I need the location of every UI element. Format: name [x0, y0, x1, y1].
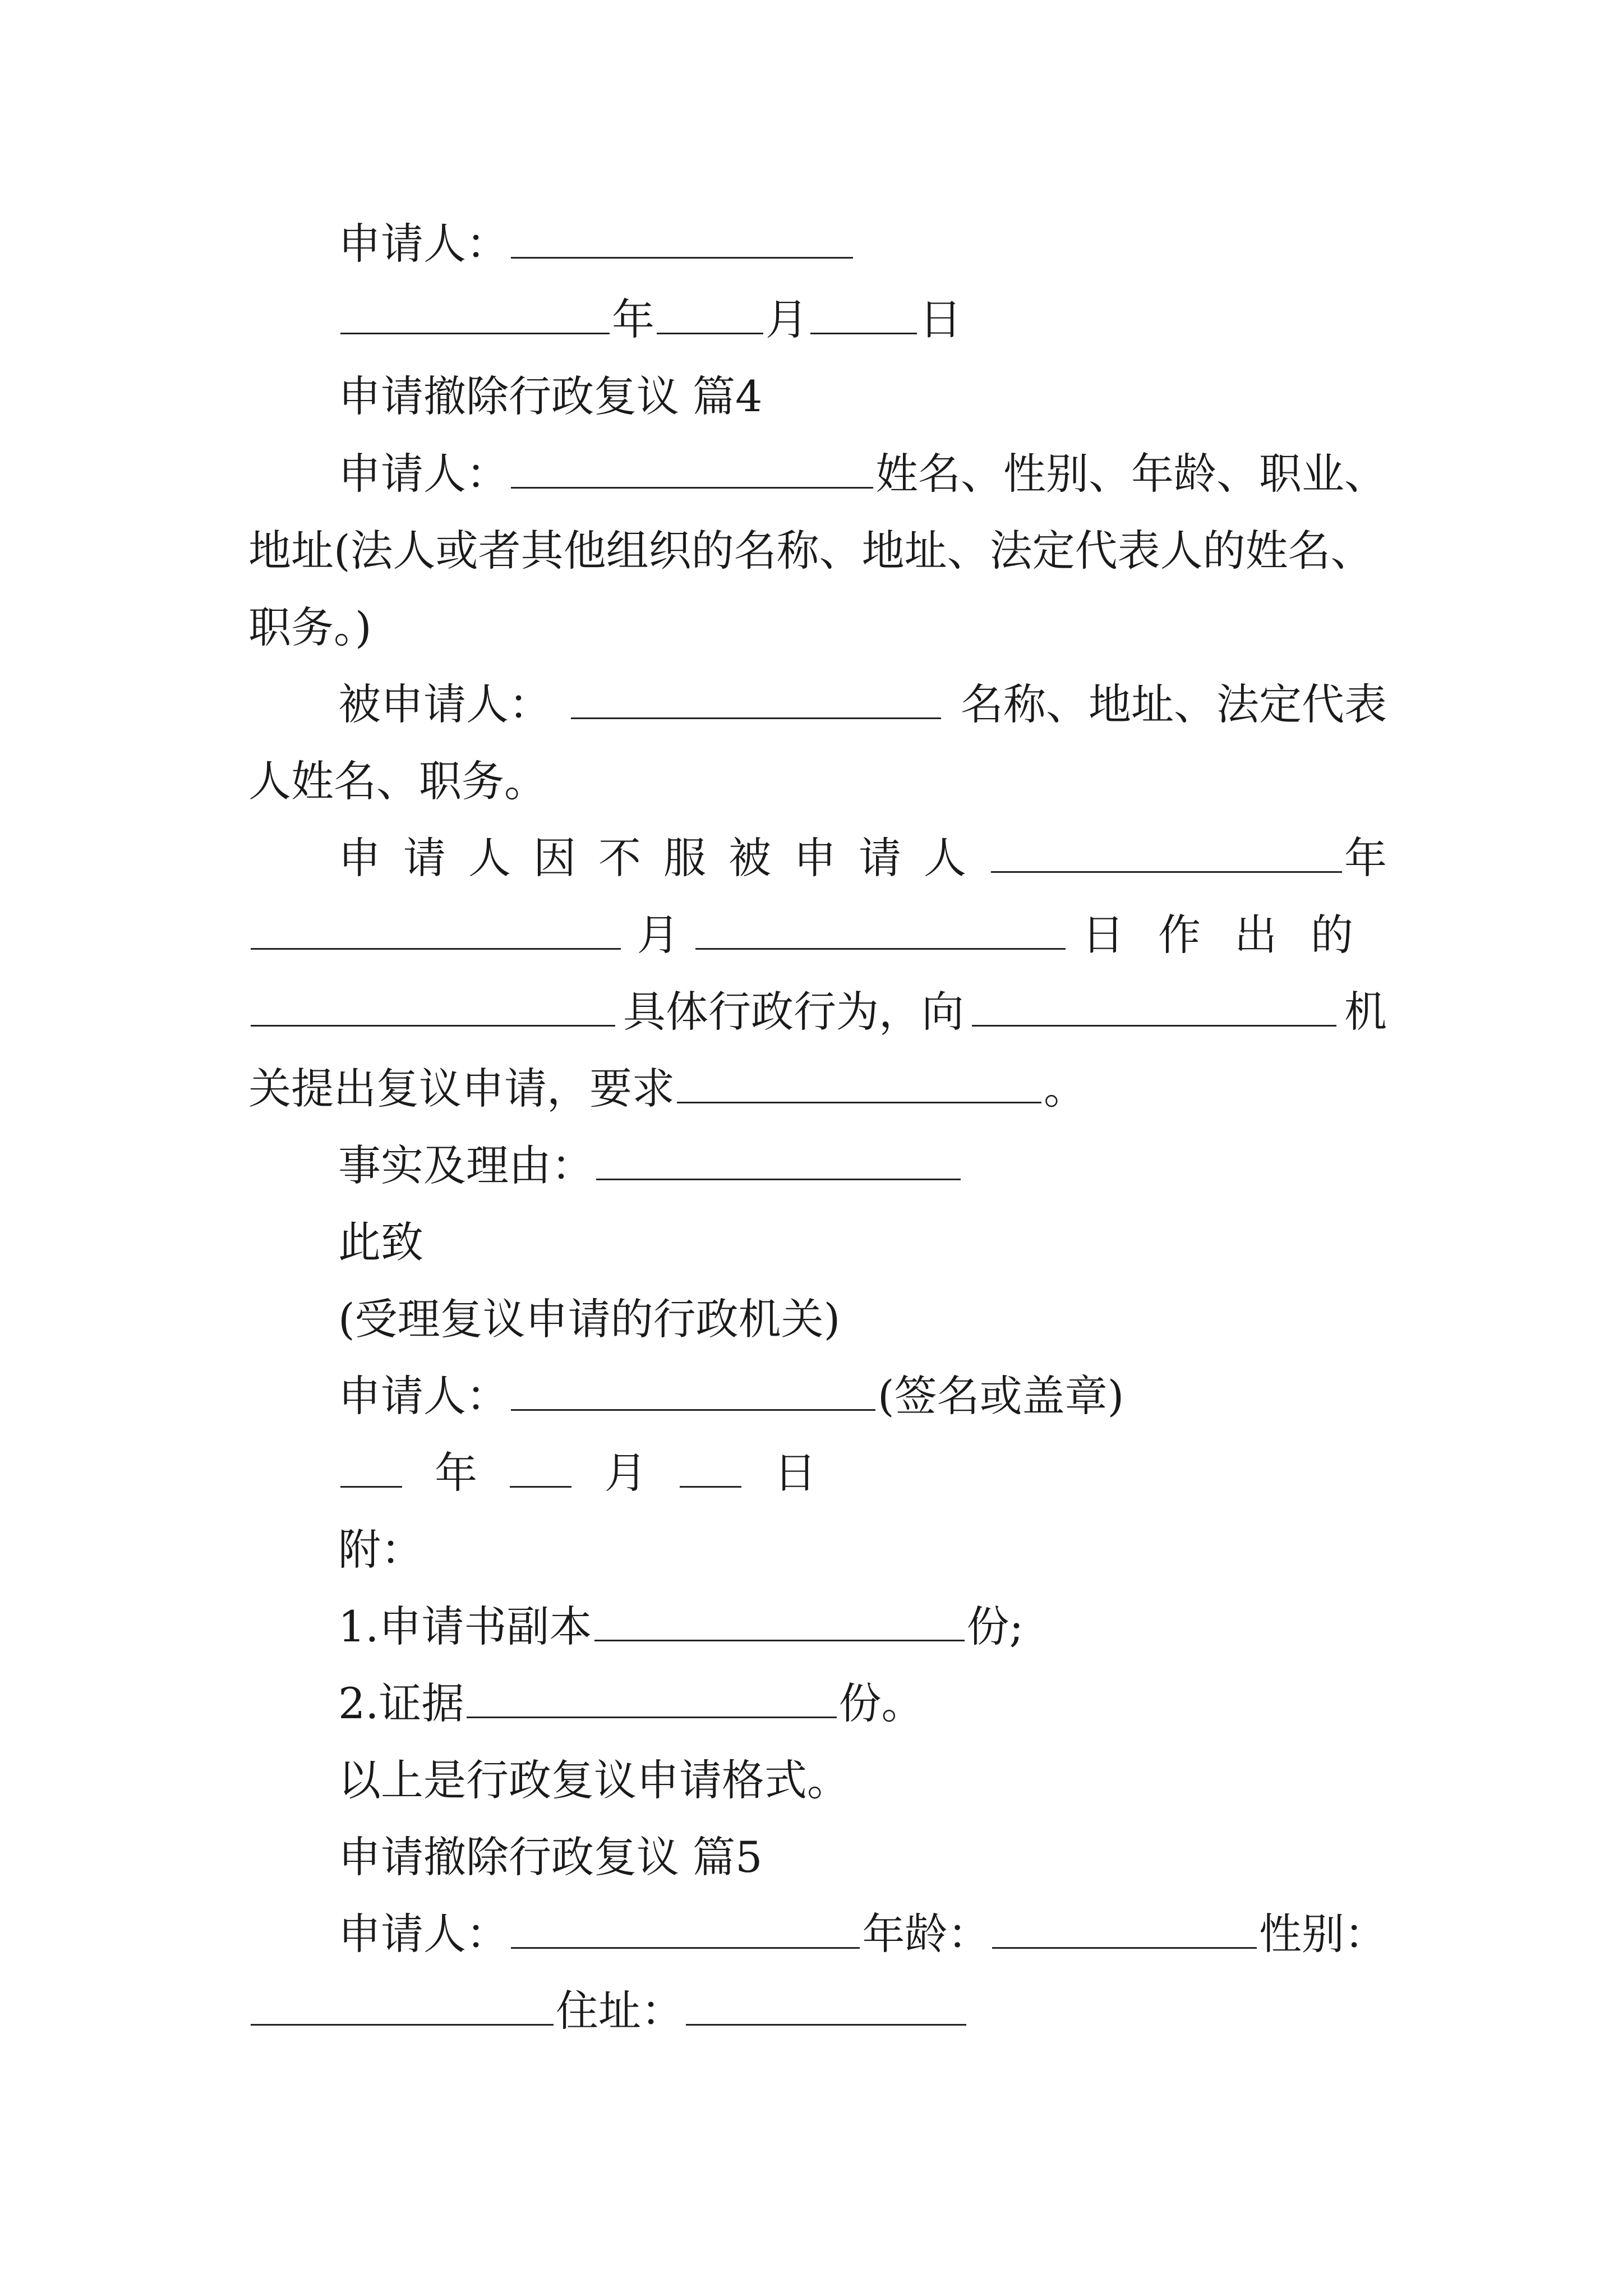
request-line-3: [248, 973, 1387, 1051]
date-line: [248, 280, 1387, 359]
attachment-item-2: [248, 1664, 1387, 1743]
applicant-fields-end: [248, 588, 1387, 667]
paragraph-text: 职务。): [248, 602, 372, 652]
address-blank: [686, 1987, 966, 2026]
copies-blank: [594, 1603, 965, 1641]
gender-label: 性别：: [1259, 1909, 1387, 1959]
paragraph-text: 机: [1344, 987, 1387, 1037]
respondent-fields-end: [248, 742, 1387, 821]
applicant-label: 申请人：: [338, 1371, 509, 1421]
day-blank: [680, 1449, 741, 1488]
attachment-text: 1.申请书副本: [338, 1602, 592, 1651]
action-blank: [251, 988, 615, 1027]
facts-line: [248, 1126, 1387, 1205]
recipient-line: [248, 1280, 1387, 1359]
paragraph-text: 申请人因不服被申请人: [338, 833, 989, 883]
month-blank: [251, 911, 621, 950]
month-label: 月: [637, 910, 680, 960]
agency-blank: [972, 988, 1336, 1027]
year-blank: [340, 1449, 402, 1488]
attachments-label-line: [248, 1511, 1387, 1589]
applicant-info-line: [248, 1895, 1387, 1973]
respondent-label: 被申请人：: [338, 679, 551, 729]
section-heading-4: [248, 357, 1387, 436]
attachments-label: 附：: [338, 1525, 423, 1575]
applicant-label: 申请人：: [338, 449, 509, 499]
day-blank: [695, 911, 1066, 950]
year-blank: [991, 834, 1342, 873]
month-label: 月: [766, 295, 808, 344]
applicant-label: 申请人：: [338, 219, 509, 269]
paragraph-text: 日作出的: [1081, 910, 1387, 960]
salutation-line: [248, 1203, 1387, 1282]
request-line-1: [248, 819, 1387, 898]
signature-line: [248, 1357, 1387, 1435]
attachment-text: 份。: [838, 1678, 924, 1728]
respondent-blank: [571, 680, 941, 719]
respondent-fields-text: 名称、地址、法定代表: [961, 679, 1387, 729]
salutation-text: 此致: [338, 1217, 423, 1267]
evidence-blank: [467, 1680, 837, 1718]
attachment-text: 2.证据: [338, 1678, 464, 1728]
closing-line: [248, 1741, 1387, 1820]
applicant-blank: [511, 450, 873, 489]
signature-blank: [511, 1372, 875, 1411]
date-line-2: [248, 1434, 1387, 1512]
applicant-blank: [511, 1910, 860, 1949]
month-blank: [657, 296, 763, 334]
year-label: 年: [435, 1448, 478, 1498]
age-blank: [992, 1910, 1257, 1949]
age-label: 年龄：: [862, 1909, 990, 1959]
facts-blank: [596, 1142, 961, 1180]
applicant-signature-line: [248, 205, 1387, 283]
section-heading-5: [248, 1818, 1387, 1897]
year-label: 年: [612, 295, 654, 344]
applicant-label: 申请人：: [338, 1909, 509, 1959]
facts-label: 事实及理由：: [338, 1140, 594, 1190]
heading-text: 申请撤除行政复议 篇4: [338, 371, 763, 421]
applicant-fields-continued: [248, 512, 1387, 590]
heading-text: 申请撤除行政复议 篇5: [338, 1832, 763, 1882]
closing-text: 以上是行政复议申请格式。: [338, 1755, 850, 1805]
day-label: 日: [919, 295, 962, 344]
year-label: 年: [1344, 833, 1387, 883]
paragraph-text: 关提出复议申请，要求: [248, 1064, 675, 1114]
respondent-line: [248, 665, 1387, 744]
signature-note: (签名或盖章): [878, 1371, 1124, 1421]
month-blank: [510, 1449, 571, 1488]
paragraph-text: 。: [1044, 1064, 1086, 1114]
request-line-4: [248, 1050, 1387, 1128]
address-label: 住址：: [556, 1986, 684, 2036]
demand-blank: [677, 1065, 1041, 1103]
attachment-text: 份;: [966, 1602, 1024, 1651]
request-line-2: [248, 896, 1387, 974]
paragraph-text: 人姓名、职务。: [248, 756, 547, 806]
year-blank: [340, 296, 610, 334]
paragraph-text: 具体行政行为，向: [623, 987, 964, 1037]
day-label: 日: [773, 1448, 817, 1498]
attachment-item-1: [248, 1588, 1387, 1666]
applicant-blank: [511, 220, 853, 259]
address-line: [248, 1972, 1387, 2050]
recipient-text: (受理复议申请的行政机关): [338, 1294, 841, 1344]
applicant-line: [248, 435, 1387, 513]
paragraph-text: 地址(法人或者其他组织的名称、地址、法定代表人的姓名、: [248, 526, 1373, 576]
applicant-fields-text: 姓名、性别、年龄、职业、: [875, 449, 1387, 499]
gender-blank: [251, 1987, 554, 2026]
day-blank: [810, 296, 917, 334]
month-label: 月: [604, 1448, 647, 1498]
